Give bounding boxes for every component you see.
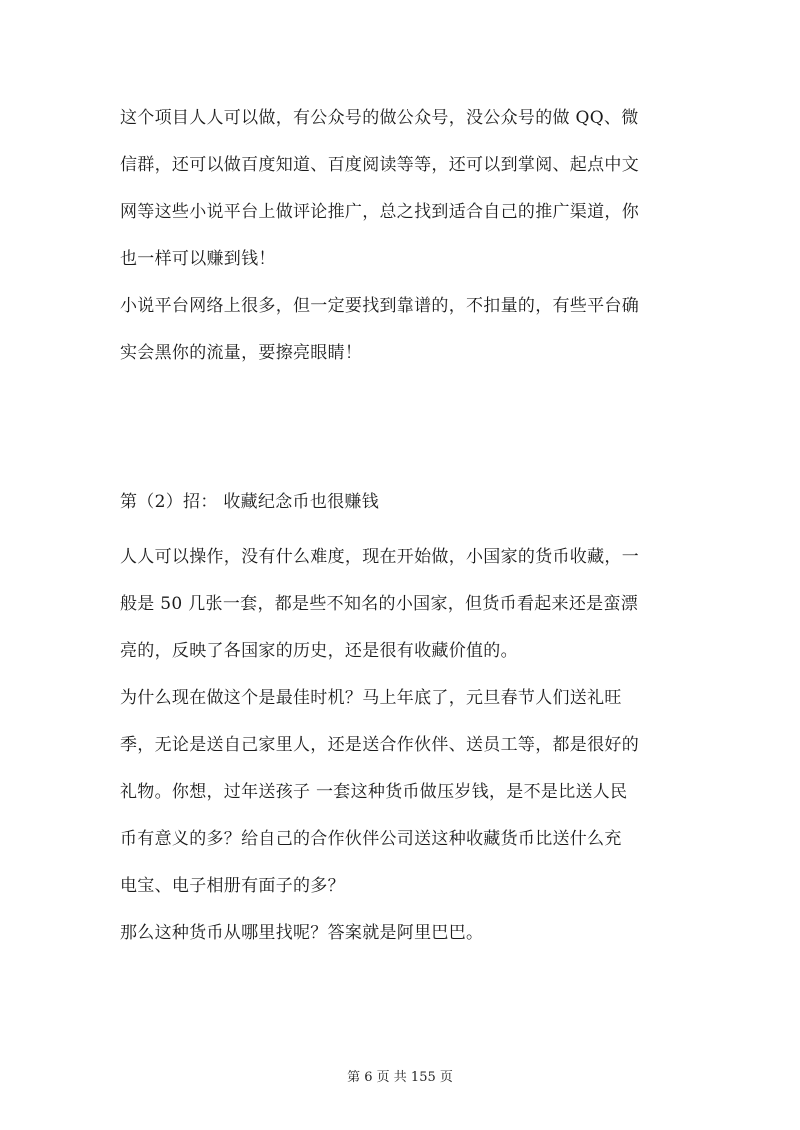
section-heading: 第（2）招： 收藏纪念币也很赚钱 xyxy=(120,492,380,512)
paragraph-3-line-1: 人人可以操作，没有什么难度，现在开始做，小国家的货币收藏，一 xyxy=(120,547,639,567)
paragraph-3-line-2: 般是 50 几张一套，都是些不知名的小国家，但货币看起来还是蛮漂 xyxy=(120,594,639,614)
paragraph-4-line-4: 币有意义的多？给自己的合作伙伴公司送这种收藏货币比送什么充 xyxy=(120,829,622,849)
paragraph-4-line-5: 电宝、电子相册有面子的多？ xyxy=(120,876,345,896)
paragraph-4-line-1: 为什么现在做这个是最佳时机？马上年底了，元旦春节人们送礼旺 xyxy=(120,688,622,708)
paragraph-1-line-1: 这个项目人人可以做，有公众号的做公众号，没公众号的做 QQ、微 xyxy=(120,108,639,128)
paragraph-5-line-1: 那么这种货币从哪里找呢？答案就是阿里巴巴。 xyxy=(120,923,484,943)
paragraph-2-line-2: 实会黑你的流量，要擦亮眼睛！ xyxy=(120,343,363,363)
page-number-footer: 第 6 页 共 155 页 xyxy=(347,1070,453,1085)
paragraph-3-line-3: 亮的，反映了各国家的历史，还是很有收藏价值的。 xyxy=(120,641,518,661)
paragraph-4-line-3: 礼物。你想，过年送孩子 一套这种货币做压岁钱，是不是比送人民 xyxy=(120,782,628,802)
paragraph-2-line-1: 小说平台网络上很多，但一定要找到靠谱的，不扣量的，有些平台确 xyxy=(120,296,639,316)
paragraph-1-line-2: 信群，还可以做百度知道、百度阅读等等，还可以到掌阅、起点中文 xyxy=(120,155,639,175)
paragraph-1-line-3: 网等这些小说平台上做评论推广，总之找到适合自己的推广渠道，你 xyxy=(120,202,639,222)
paragraph-1-line-4: 也一样可以赚到钱！ xyxy=(120,249,276,269)
paragraph-4-line-2: 季，无论是送自己家里人，还是送合作伙伴、送员工等，都是很好的 xyxy=(120,735,639,755)
